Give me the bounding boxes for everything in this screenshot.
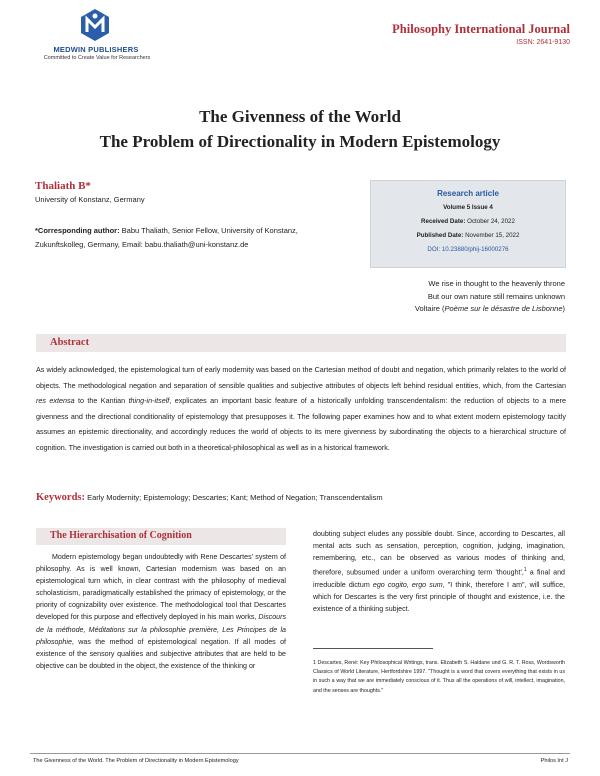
epigraph bbox=[265, 278, 565, 316]
title-line-2: The Problem of Directionality in Modern Epistemology bbox=[99, 132, 501, 151]
article-info-box bbox=[370, 180, 566, 268]
volume-issue: Volume 5 Issue 4 bbox=[443, 204, 493, 211]
epigraph-line-2: But our own nature still remains unknown bbox=[427, 291, 565, 301]
issn: ISSN: 2641-9130 bbox=[516, 39, 570, 46]
footnote-divider bbox=[313, 648, 433, 649]
section-heading-band bbox=[36, 528, 286, 545]
body-right-column: doubting subject eludes any possible doubt. Since, according to Descartes, all mental acts such as sensation, perception, cognition, judging, imagination, remembering, etc., can be observed as various modes of thinking and, therefore, subsumed under a uniform overarching term 'thought',$^1$ a final and irreducible dictum ego cogito, ergo sum, "I think, therefore I am", will suffice, which for Descartes is the very first principle of thought and existence, i.e. the existence of a thinking subject. bbox=[313, 530, 565, 613]
footnote: 1 Descartes, René: Key Philosophical Writings, trans. Elizabeth S. Haldane und G. R. T. Ross, Wordsworth Classics of World Literature, Hertfordshire 1997. "Thought is a word that covers everything that exists in us in such a way that we are immediately conscious of it. Thus all the operations of will, intellect, imagination, and the senses are thoughts." bbox=[313, 660, 565, 694]
epigraph-source: Voltaire (Poème sur le désastre de Lisbonne) bbox=[414, 304, 565, 313]
author-name: Thaliath B* bbox=[35, 180, 91, 192]
corr-text: Babu Thaliath, Senior Fellow, University of Konstanz, Zukunftskolleg, Germany, Email: babu.thaliath@uni-konstanz.de bbox=[35, 226, 298, 249]
title-line-1: The Givenness of the World bbox=[199, 107, 401, 126]
epigraph-line-1: We rise in thought to the heavenly throne bbox=[428, 279, 565, 288]
received-date: Received Date: October 24, 2022 bbox=[421, 218, 515, 225]
corresponding-author bbox=[35, 224, 345, 252]
corr-label: *Corresponding author: bbox=[35, 226, 120, 235]
body-left-column: Modern epistemology began undoubtedly with Rene Descartes' system of philosophy. As is well known, Cartesian modernism was based on an epistemological turn which, in clear contrast with the philosophy of medieval scholasticism, paradigmatically established the primacy of epistemology, or the priority of cognizability over existence. The methodological tool that Descartes developed for this purpose and effectively deployed in his main works, Discours de la méthode, Méditations sur la philosophie première, Les Principes de la philosophie, was the method of epistemological negation. If all modes of existence of the sensory qualities and subjective attributes that are held to be objective can be doubted in the object, the existence of the thinking or bbox=[36, 553, 286, 670]
footnote-ref[interactable]: 1 bbox=[523, 567, 527, 574]
doi-link[interactable]: DOI: 10.23880/phij-16000276 bbox=[427, 246, 509, 253]
article-type: Research article bbox=[437, 189, 499, 198]
author-affiliation: University of Konstanz, Germany bbox=[35, 195, 145, 204]
keywords bbox=[36, 492, 566, 503]
published-date: Published Date: November 15, 2022 bbox=[416, 232, 520, 239]
footer-running-title: The Givenness of the World. The Problem of Directionality in Modern Epistemology bbox=[33, 758, 239, 764]
keywords-label: Keywords: bbox=[36, 492, 85, 503]
publisher-name: MEDWIN PUBLISHERS bbox=[53, 45, 139, 54]
footer-journal-abbrev: Philos Int J bbox=[540, 758, 568, 764]
paper-title bbox=[0, 104, 600, 154]
journal-name: Philosophy International Journal bbox=[392, 22, 570, 36]
publisher-tagline: Committed to Create Value for Researchers bbox=[43, 55, 151, 61]
abstract-text: As widely acknowledged, the epistemological turn of early modernity was based on the Cartesian method of doubt and negation, which primarily relates to the world of objects. The methodological negation and separation of sensible qualities and subjective attributes of objects left behind residual entities, which, from the Cartesian res extensa to the Kantian thing-in-itself, explicates an important basic feature of a historically unfolding transcendentalism: the reduction of objects to a mere givenness and the directional conditionality of epistemology that presupposes it. The following paper examines how and to what extent modern epistemology tacitly assumes an epistemic directionality, and accordingly reduces the world of objects to its mere givenness by subordinating the objects to a hierarchical structure of cognition. The investigation is carried out both in a theoretical-philosophical as well as in a historical framework. bbox=[36, 365, 566, 452]
publisher-logo bbox=[78, 8, 112, 42]
footer-divider bbox=[30, 753, 570, 754]
abstract-heading: Abstract bbox=[50, 337, 90, 348]
section-heading: The Hierarchisation of Cognition bbox=[50, 530, 192, 541]
keywords-text: Early Modernity; Epistemology; Descartes; Kant; Method of Negation; Transcendentalism bbox=[85, 493, 383, 502]
abstract-heading-band bbox=[36, 334, 566, 352]
